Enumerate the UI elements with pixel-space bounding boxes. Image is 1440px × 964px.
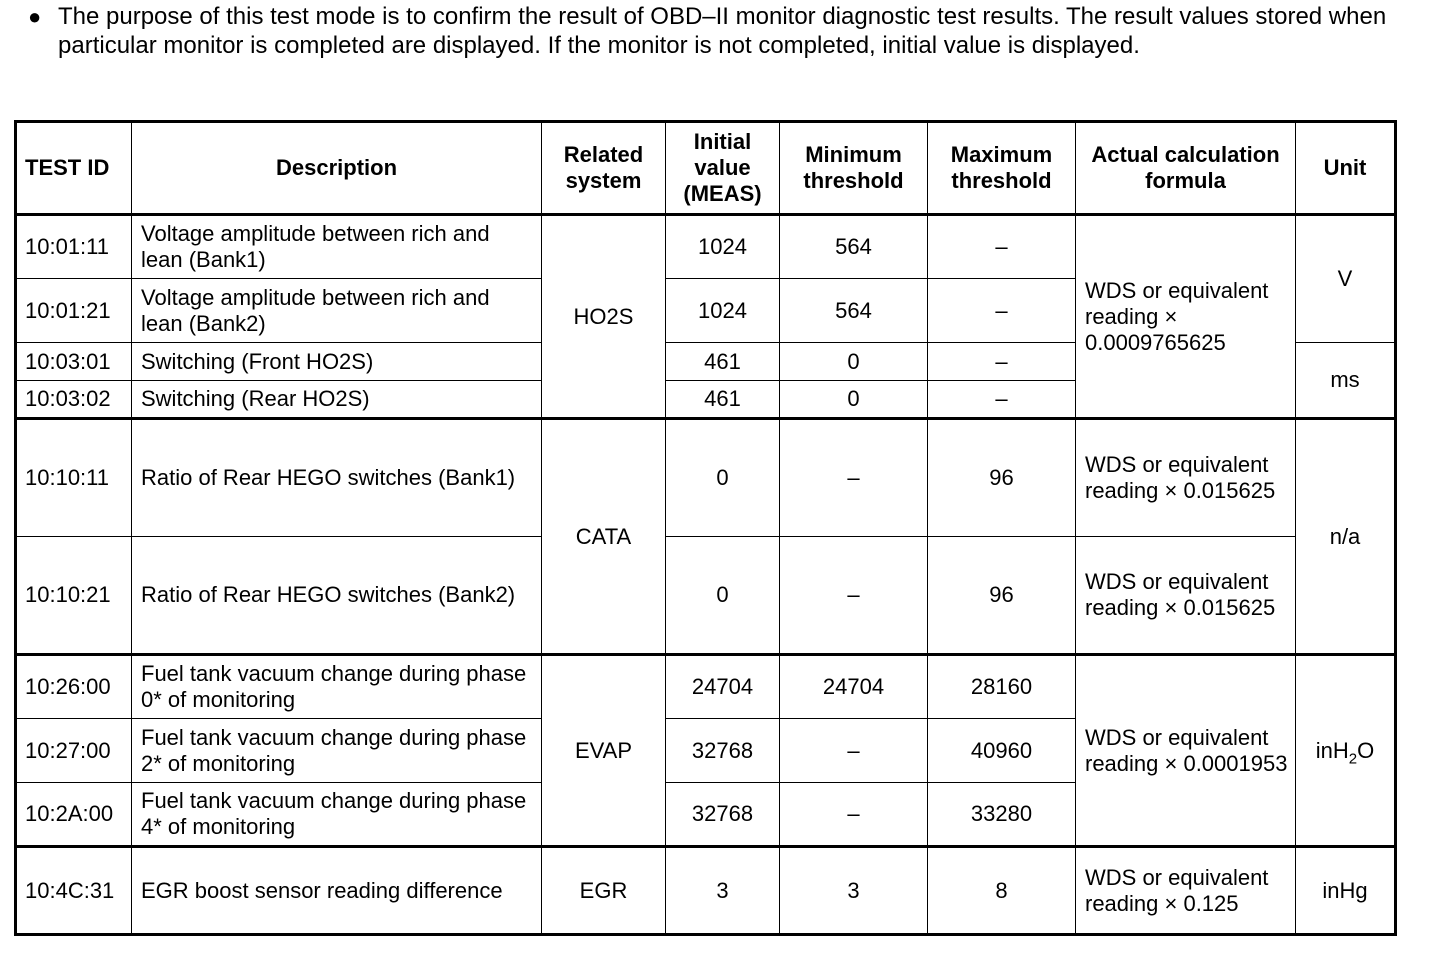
max-threshold-cell: – <box>928 279 1076 343</box>
unit-cell-na: n/a <box>1296 419 1396 655</box>
description-cell: Fuel tank vacuum change during phase 0* of monitoring <box>132 655 542 719</box>
test-id-cell: 10:03:02 <box>16 381 132 419</box>
table-row <box>16 215 1396 279</box>
max-threshold-cell: – <box>928 215 1076 279</box>
description-cell: Switching (Rear HO2S) <box>132 381 542 419</box>
intro-text: The purpose of this test mode is to confirm the result of OBD–II monitor diagnostic test results. The result values stored when particular monitor is completed are displayed. If the monitor is not completed, initial value is displayed. <box>58 3 1387 59</box>
initial-value-cell: 1024 <box>666 279 780 343</box>
min-threshold-cell: 3 <box>780 847 928 935</box>
unit-cell-volt: V <box>1296 215 1396 343</box>
test-id-cell: 10:27:00 <box>16 719 132 783</box>
intro-paragraph <box>28 2 1398 60</box>
min-threshold-cell: 24704 <box>780 655 928 719</box>
test-id-cell: 10:4C:31 <box>16 847 132 935</box>
test-id-cell: 10:10:11 <box>16 419 132 537</box>
header-unit: Unit <box>1296 122 1396 215</box>
test-id-cell: 10:26:00 <box>16 655 132 719</box>
header-test-id: TEST ID <box>16 122 132 215</box>
description-cell: Fuel tank vacuum change during phase 4* of monitoring <box>132 783 542 847</box>
min-threshold-cell: – <box>780 419 928 537</box>
formula-cell-cata-1: WDS or equivalent reading × 0.015625 <box>1076 419 1296 537</box>
initial-value-cell: 3 <box>666 847 780 935</box>
max-threshold-cell: 33280 <box>928 783 1076 847</box>
description-cell: Voltage amplitude between rich and lean (Bank2) <box>132 279 542 343</box>
header-maximum-threshold: Maximum threshold <box>928 122 1076 215</box>
description-cell: Voltage amplitude between rich and lean (Bank1) <box>132 215 542 279</box>
test-id-cell: 10:01:21 <box>16 279 132 343</box>
table-row <box>16 537 1396 655</box>
formula-cell-evap: WDS or equivalent reading × 0.0001953 <box>1076 655 1296 847</box>
formula-cell-egr: WDS or equivalent reading × 0.125 <box>1076 847 1296 935</box>
description-cell: Fuel tank vacuum change during phase 2* of monitoring <box>132 719 542 783</box>
description-cell: Ratio of Rear HEGO switches (Bank1) <box>132 419 542 537</box>
max-threshold-cell: – <box>928 343 1076 381</box>
unit-inh2o-suffix: O <box>1357 737 1375 763</box>
header-minimum-threshold: Minimum threshold <box>780 122 928 215</box>
max-threshold-cell: – <box>928 381 1076 419</box>
min-threshold-cell: – <box>780 537 928 655</box>
initial-value-cell: 32768 <box>666 783 780 847</box>
system-cell-ho2s: HO2S <box>542 215 666 419</box>
bullet-icon: ● <box>28 4 42 29</box>
header-description: Description <box>132 122 542 215</box>
description-cell: EGR boost sensor reading difference <box>132 847 542 935</box>
formula-cell-ho2s: WDS or equivalent reading × 0.0009765625 <box>1076 215 1296 419</box>
description-cell: Switching (Front HO2S) <box>132 343 542 381</box>
system-cell-cata: CATA <box>542 419 666 655</box>
min-threshold-cell: 564 <box>780 279 928 343</box>
test-id-cell: 10:2A:00 <box>16 783 132 847</box>
min-threshold-cell: 564 <box>780 215 928 279</box>
unit-cell-inhg: inHg <box>1296 847 1396 935</box>
table-row <box>16 655 1396 719</box>
header-row <box>16 122 1396 215</box>
header-related-system: Related system <box>542 122 666 215</box>
unit-cell-inh2o <box>1296 655 1396 847</box>
initial-value-cell: 0 <box>666 419 780 537</box>
max-threshold-cell: 8 <box>928 847 1076 935</box>
initial-value-cell: 461 <box>666 381 780 419</box>
test-id-cell: 10:03:01 <box>16 343 132 381</box>
header-initial-value: Initial value (MEAS) <box>666 122 780 215</box>
test-id-cell: 10:10:21 <box>16 537 132 655</box>
table-row <box>16 419 1396 537</box>
unit-inh2o-subscript: 2 <box>1348 749 1358 767</box>
min-threshold-cell: – <box>780 719 928 783</box>
initial-value-cell: 1024 <box>666 215 780 279</box>
system-cell-egr: EGR <box>542 847 666 935</box>
unit-inh2o-prefix: inH <box>1315 737 1349 763</box>
unit-cell-ms: ms <box>1296 343 1396 419</box>
max-threshold-cell: 40960 <box>928 719 1076 783</box>
description-cell: Ratio of Rear HEGO switches (Bank2) <box>132 537 542 655</box>
max-threshold-cell: 96 <box>928 537 1076 655</box>
table-row <box>16 847 1396 935</box>
formula-cell-cata-2: WDS or equivalent reading × 0.015625 <box>1076 537 1296 655</box>
initial-value-cell: 0 <box>666 537 780 655</box>
min-threshold-cell: 0 <box>780 343 928 381</box>
initial-value-cell: 32768 <box>666 719 780 783</box>
max-threshold-cell: 96 <box>928 419 1076 537</box>
initial-value-cell: 461 <box>666 343 780 381</box>
system-cell-evap: EVAP <box>542 655 666 847</box>
obd-monitor-test-table <box>14 120 1397 936</box>
min-threshold-cell: 0 <box>780 381 928 419</box>
max-threshold-cell: 28160 <box>928 655 1076 719</box>
test-id-cell: 10:01:11 <box>16 215 132 279</box>
initial-value-cell: 24704 <box>666 655 780 719</box>
header-formula: Actual calculation formula <box>1076 122 1296 215</box>
min-threshold-cell: – <box>780 783 928 847</box>
